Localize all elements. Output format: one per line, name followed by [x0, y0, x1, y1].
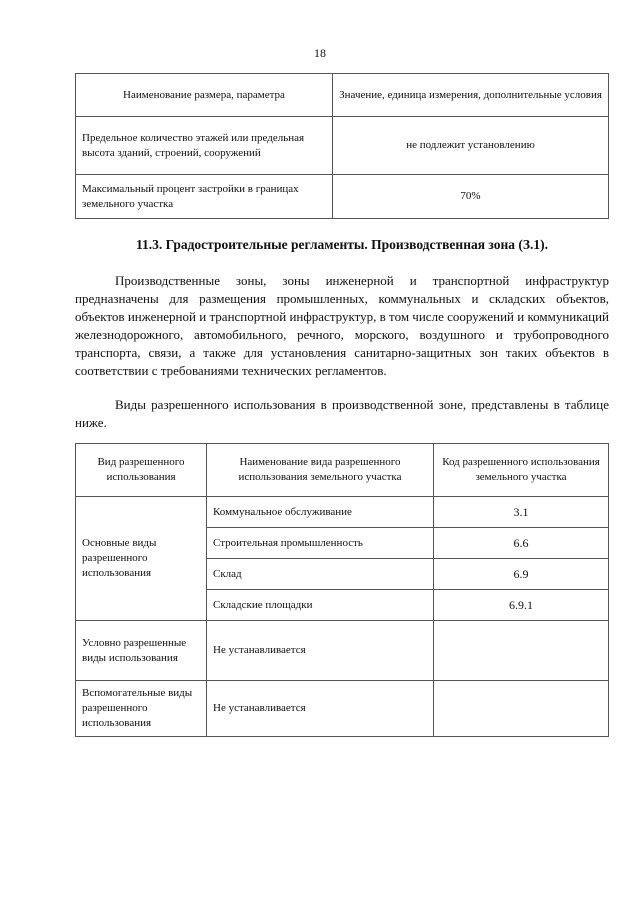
header-cell-use-code: Код разрешенного использования земельного участка	[434, 444, 609, 497]
header-cell-use-name: Наименование вида разрешенного использования земельного участка	[207, 444, 434, 497]
use-code-cell: 6.9	[434, 559, 609, 590]
use-code-cell: 6.9.1	[434, 590, 609, 621]
parameter-cell: Предельное количество этажей или предельная высота зданий, строений, сооружений	[76, 117, 333, 175]
main-uses-label: Основные виды разрешенного использования	[76, 497, 207, 621]
paragraph: Производственные зоны, зоны инженерной и транспортной инфраструктур предназначены для размещения промышленных, коммунальных и складских объектов, объектов инженерной и транспортной инфраструктур, в том числе сооружений и коммуникаций железнодорожного, автомобильного, речного, морского, воздушного и трубопроводного транспорта, связи, а также для установления санитарно-защитных зон таких объектов в соответствии с требованиями технических регламентов.	[75, 273, 609, 378]
use-code-cell: 6.6	[434, 528, 609, 559]
header-cell-value: Значение, единица измерения, дополнительные условия	[333, 74, 609, 117]
table-row	[76, 681, 609, 737]
paragraph: Виды разрешенного использования в производственной зоне, представлены в таблице ниже.	[75, 397, 609, 430]
empty-cell	[434, 681, 609, 737]
empty-cell	[434, 621, 609, 681]
auxiliary-uses-value: Не устанавливается	[207, 681, 434, 737]
parameter-cell: Максимальный процент застройки в границах земельного участка	[76, 175, 333, 219]
page-number: 18	[314, 46, 326, 60]
table-row	[76, 497, 609, 528]
use-name-cell: Склад	[207, 559, 434, 590]
permitted-uses-table	[75, 443, 609, 737]
header-cell-parameter: Наименование размера, параметра	[76, 74, 333, 117]
table-header-row	[76, 74, 609, 117]
table-row	[76, 117, 609, 175]
section-heading: 11.3. Градостроительные регламенты. Производственная зона (З.1).	[135, 237, 549, 252]
use-name-cell: Коммунальное обслуживание	[207, 497, 434, 528]
parameters-table	[75, 73, 609, 219]
use-code-cell: 3.1	[434, 497, 609, 528]
value-cell: не подлежит установлению	[333, 117, 609, 175]
conditional-uses-label: Условно разрешенные виды использования	[76, 621, 207, 681]
use-name-cell: Складские площадки	[207, 590, 434, 621]
auxiliary-uses-label: Вспомогательные виды разрешенного использования	[76, 681, 207, 737]
conditional-uses-value: Не устанавливается	[207, 621, 434, 681]
use-name-cell: Строительная промышленность	[207, 528, 434, 559]
table-header-row	[76, 444, 609, 497]
value-cell: 70%	[333, 175, 609, 219]
header-cell-use-type: Вид разрешенного использования	[76, 444, 207, 497]
table-row	[76, 175, 609, 219]
table-row	[76, 621, 609, 681]
